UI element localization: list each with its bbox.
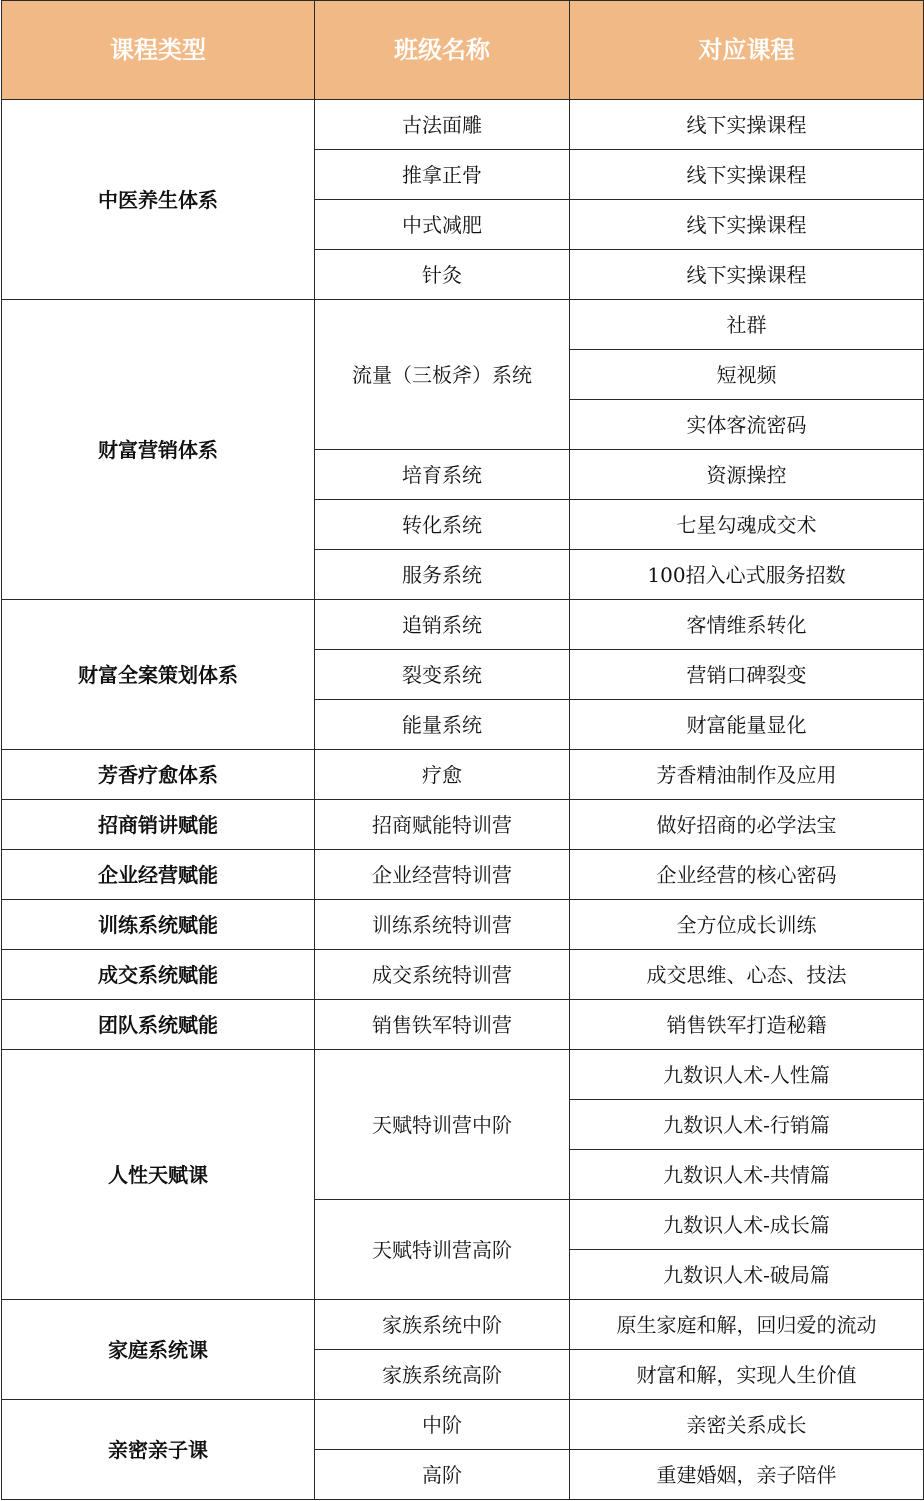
class-name-cell: 追销系统: [315, 600, 570, 650]
course-cell: 原生家庭和解，回归爱的流动: [570, 1300, 924, 1350]
course-cell: 线下实操课程: [570, 150, 924, 200]
class-name-cell: 高阶: [315, 1450, 570, 1500]
table-row: [2, 100, 924, 150]
course-cell: 芳香精油制作及应用: [570, 750, 924, 800]
class-name-cell: 家族系统高阶: [315, 1350, 570, 1400]
class-name-cell: 培育系统: [315, 450, 570, 500]
course-type-cell: 芳香疗愈体系: [2, 750, 315, 800]
class-name-cell: 裂变系统: [315, 650, 570, 700]
class-name-cell: 转化系统: [315, 500, 570, 550]
class-name-cell: 销售铁军特训营: [315, 1000, 570, 1050]
table-row: [2, 750, 924, 800]
table-row: [2, 800, 924, 850]
course-cell: 财富和解，实现人生价值: [570, 1350, 924, 1400]
table-row: [2, 900, 924, 950]
class-name-cell: 推拿正骨: [315, 150, 570, 200]
course-cell: 营销口碑裂变: [570, 650, 924, 700]
class-name-cell: 古法面雕: [315, 100, 570, 150]
table-row: [2, 1400, 924, 1450]
class-name-cell: 企业经营特训营: [315, 850, 570, 900]
course-cell: 亲密关系成长: [570, 1400, 924, 1450]
course-type-cell: 家庭系统课: [2, 1300, 315, 1400]
course-cell: 九数识人术-人性篇: [570, 1050, 924, 1100]
course-cell: 做好招商的必学法宝: [570, 800, 924, 850]
table-row: [2, 600, 924, 650]
course-type-cell: 企业经营赋能: [2, 850, 315, 900]
table-row: [2, 1050, 924, 1100]
table-header: [2, 1, 924, 100]
course-cell: 线下实操课程: [570, 200, 924, 250]
course-type-cell: 团队系统赋能: [2, 1000, 315, 1050]
table-body: [2, 100, 924, 1500]
class-name-cell: 家族系统中阶: [315, 1300, 570, 1350]
course-cell: 社群: [570, 300, 924, 350]
class-name-cell: 天赋特训营高阶: [315, 1200, 570, 1300]
class-name-cell: 能量系统: [315, 700, 570, 750]
course-cell: 财富能量显化: [570, 700, 924, 750]
course-type-cell: 成交系统赋能: [2, 950, 315, 1000]
table-row: [2, 1300, 924, 1350]
course-cell: 七星勾魂成交术: [570, 500, 924, 550]
course-cell: 资源操控: [570, 450, 924, 500]
class-name-cell: 中阶: [315, 1400, 570, 1450]
course-table: [1, 0, 924, 1500]
course-cell: 线下实操课程: [570, 250, 924, 300]
table-row: [2, 300, 924, 350]
course-type-cell: 亲密亲子课: [2, 1400, 315, 1500]
class-name-cell: 疗愈: [315, 750, 570, 800]
course-type-cell: 中医养生体系: [2, 100, 315, 300]
class-name-cell: 中式减肥: [315, 200, 570, 250]
course-cell: 100招入心式服务招数: [570, 550, 924, 600]
class-name-cell: 招商赋能特训营: [315, 800, 570, 850]
course-cell: 成交思维、心态、技法: [570, 950, 924, 1000]
course-cell: 企业经营的核心密码: [570, 850, 924, 900]
course-cell: 客情维系转化: [570, 600, 924, 650]
course-cell: 九数识人术-共情篇: [570, 1150, 924, 1200]
course-type-cell: 招商销讲赋能: [2, 800, 315, 850]
course-cell: 重建婚姻，亲子陪伴: [570, 1450, 924, 1500]
course-type-cell: 人性天赋课: [2, 1050, 315, 1300]
header-class-name: 班级名称: [315, 1, 570, 100]
course-cell: 九数识人术-行销篇: [570, 1100, 924, 1150]
course-cell: 九数识人术-破局篇: [570, 1250, 924, 1300]
class-name-cell: 服务系统: [315, 550, 570, 600]
course-type-cell: 财富全案策划体系: [2, 600, 315, 750]
class-name-cell: 天赋特训营中阶: [315, 1050, 570, 1200]
course-type-cell: 财富营销体系: [2, 300, 315, 600]
course-cell: 销售铁军打造秘籍: [570, 1000, 924, 1050]
class-name-cell: 训练系统特训营: [315, 900, 570, 950]
header-course-type: 课程类型: [2, 1, 315, 100]
class-name-cell: 针灸: [315, 250, 570, 300]
table-row: [2, 950, 924, 1000]
header-row: [2, 1, 924, 100]
table-row: [2, 850, 924, 900]
header-course: 对应课程: [570, 1, 924, 100]
course-cell: 短视频: [570, 350, 924, 400]
course-cell: 九数识人术-成长篇: [570, 1200, 924, 1250]
course-cell: 全方位成长训练: [570, 900, 924, 950]
class-name-cell: 成交系统特训营: [315, 950, 570, 1000]
course-cell: 线下实操课程: [570, 100, 924, 150]
table-row: [2, 1000, 924, 1050]
course-cell: 实体客流密码: [570, 400, 924, 450]
class-name-cell: 流量（三板斧）系统: [315, 300, 570, 450]
course-type-cell: 训练系统赋能: [2, 900, 315, 950]
